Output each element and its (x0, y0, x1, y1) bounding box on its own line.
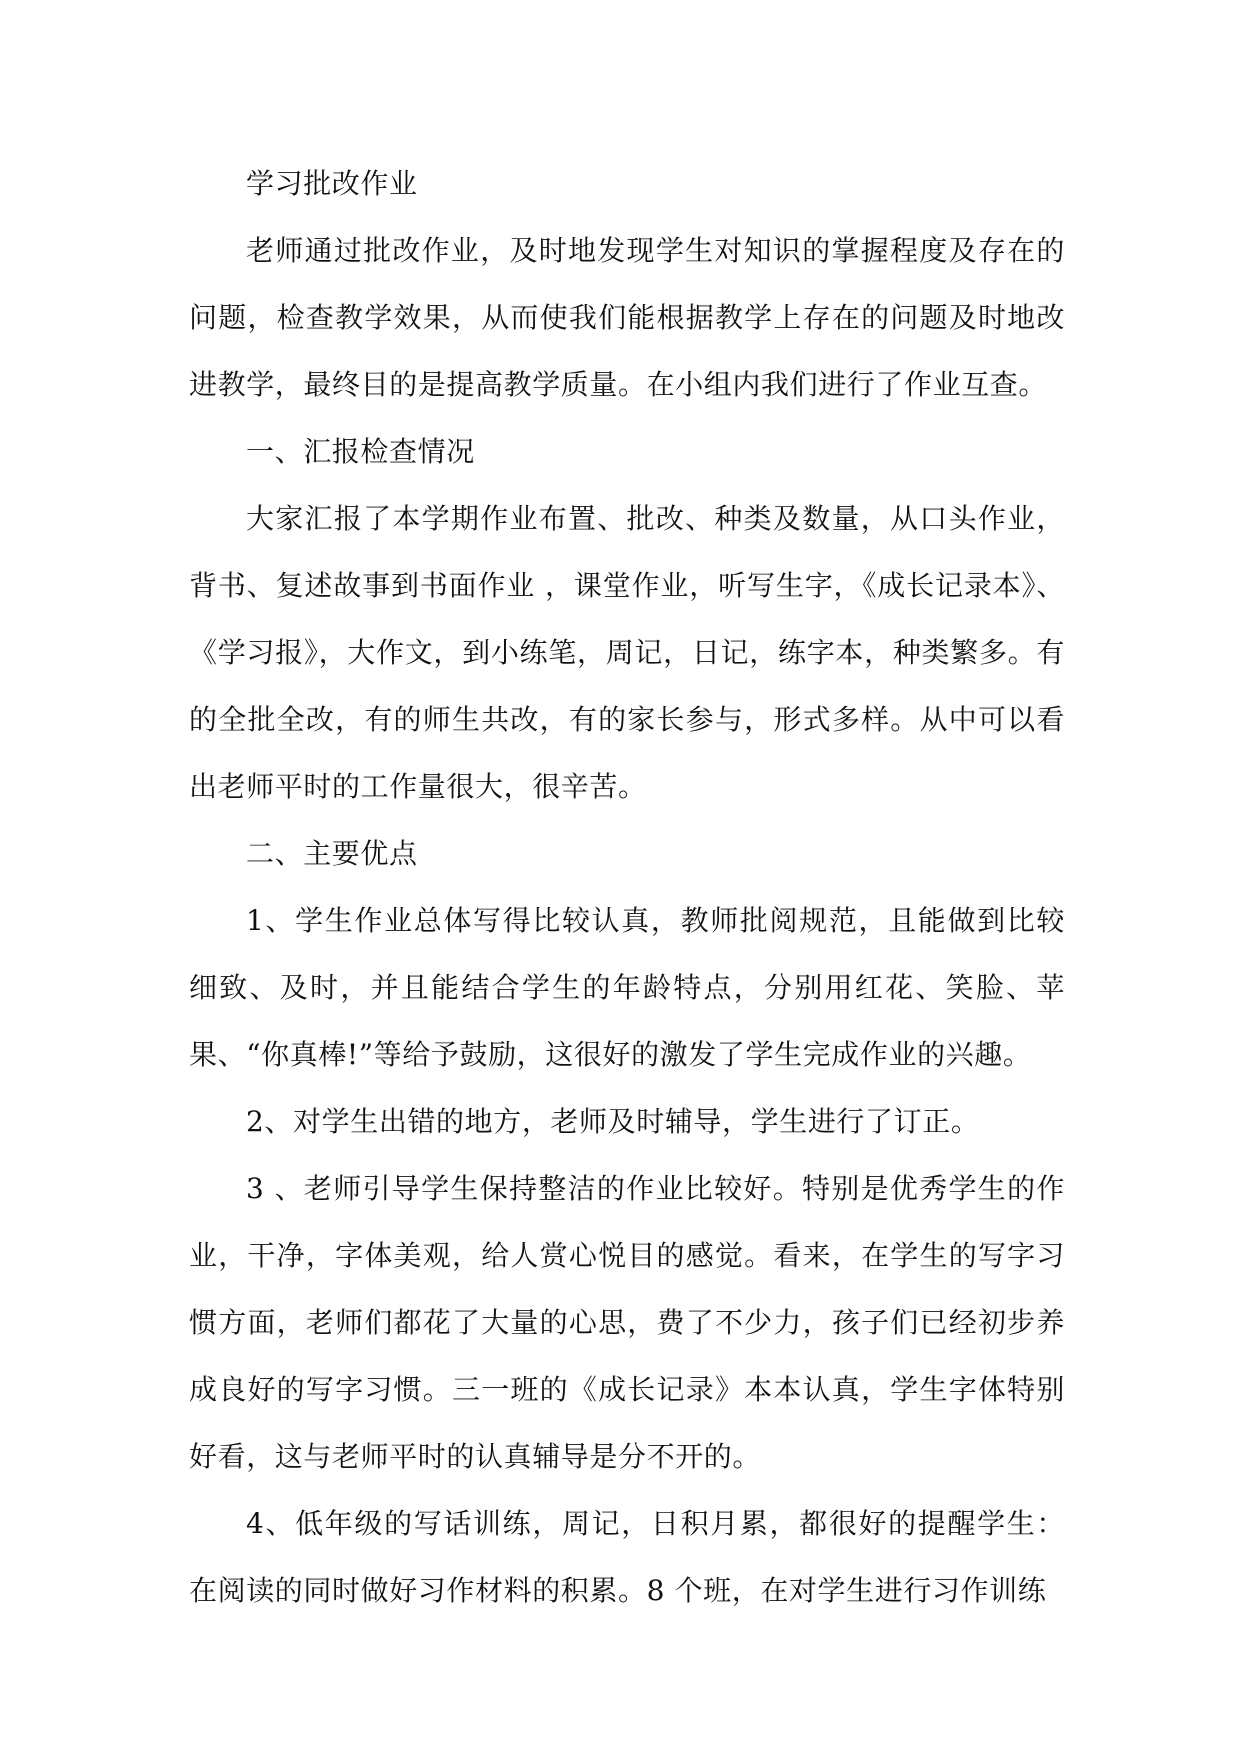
section-heading-report: 一、汇报检查情况 (246, 435, 475, 468)
strength-point-3: 3 、老师引导学生保持整洁的作业比较好。特别是优秀学生的作业，干净，字体美观，给人赏心悦目的感觉。看来，在学生的写字习惯方面，老师们都花了大量的心思，费了不少力，孩子们已经初步养成良好的写字习惯。三一班的《成长记录》本本认真，学生字体特别好看，这与老师平时的认真辅导是分不开的。 (189, 1172, 1065, 1473)
intro-paragraph: 老师通过批改作业，及时地发现学生对知识的掌握程度及存在的问题，检查教学效果，从而使我们能根据教学上存在的问题及时地改进教学，最终目的是提高教学质量。在小组内我们进行了作业互查。 (189, 234, 1065, 401)
document-title: 学习批改作业 (246, 167, 418, 200)
section-heading-strengths: 二、主要优点 (246, 837, 418, 870)
strength-point-4: 4、低年级的写话训练，周记，日积月累，都很好的提醒学生：在阅读的同时做好习作材料的积累。8 个班，在对学生进行习作训练 (189, 1507, 1065, 1607)
report-paragraph: 大家汇报了本学期作业布置、批改、种类及数量，从口头作业，背书、复述故事到书面作业 ，课堂作业，听写生字，《成长记录本》、《学习报》，大作文，到小练笔，周记，日记，练字本，种类繁多。有的全批全改，有的师生共改，有的家长参与，形式多样。从中可以看出老师平时的工作量很大，很辛苦。 (189, 502, 1065, 803)
strength-point-1: 1、学生作业总体写得比较认真，教师批阅规范，且能做到比较细致、及时，并且能结合学生的年龄特点，分别用红花、笑脸、苹果、“你真棒!”等给予鼓励，这很好的激发了学生完成作业的兴趣。 (189, 904, 1065, 1071)
document-body (189, 150, 1065, 1624)
strength-point-2: 2、对学生出错的地方，老师及时辅导，学生进行了订正。 (246, 1105, 980, 1138)
